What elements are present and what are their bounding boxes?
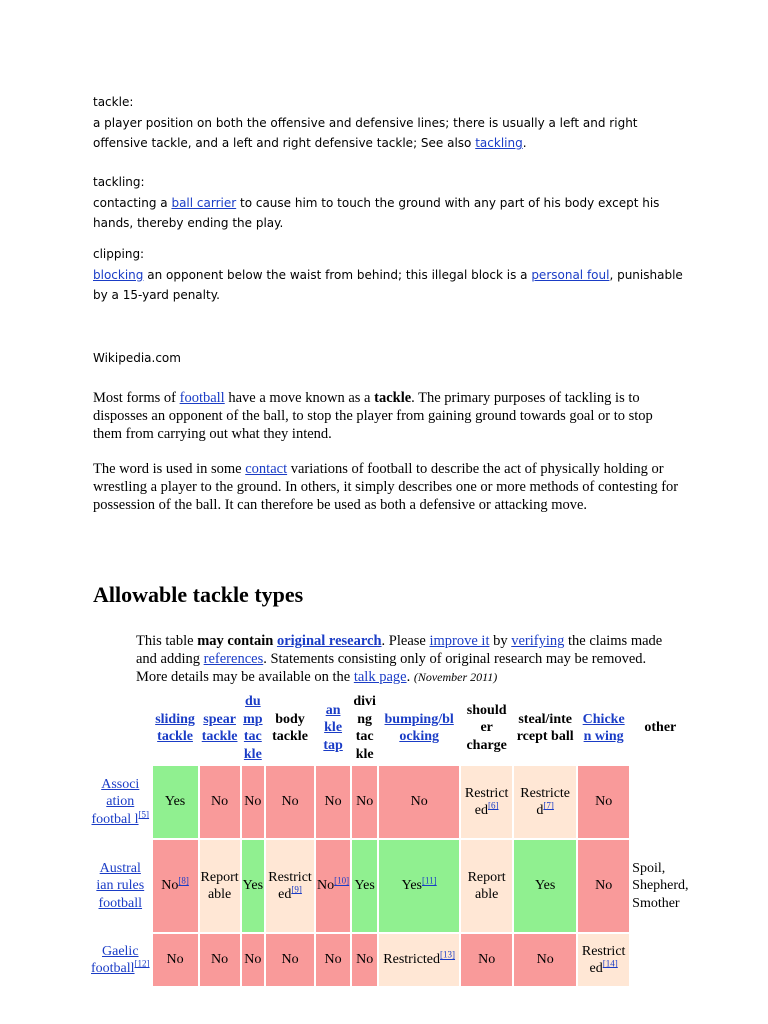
header-bumping-blocking[interactable]: bumping/bl ocking [384,711,454,744]
link-tackling[interactable]: tackling [475,136,523,150]
cell-value: No [244,952,262,968]
other-cell: Spoil, Shepherd, Smother [632,860,689,911]
definition-tackle: a player position on both the offensive and defensive lines; there is usually a left and right offensive tackle, and a left and right defensive tackle; See also tackling. [93,115,638,150]
table-cell [153,766,198,838]
cell-value: No [244,794,262,810]
table-row [90,934,690,986]
tackle-types-table [88,690,692,988]
term-tackle: tackle: [93,95,134,109]
citation-ref[interactable]: [7] [543,800,554,811]
cell-value: No [595,878,613,894]
header-spear-tackle[interactable]: spear tackle [201,711,238,744]
cell-value: No [211,794,229,810]
header-corner [90,692,151,764]
table-cell [316,840,350,932]
table-cell [266,766,314,838]
cell-value: Restrict ed [268,869,312,902]
header-steal-intercept: steal/inte rcept ball [516,711,574,744]
header-dump-tackle[interactable]: du mp tac kle [243,694,263,762]
citation-ref[interactable]: [8] [178,875,189,886]
table-cell [379,840,459,932]
cell-value: No [324,952,342,968]
link-improve-it[interactable]: improve it [429,633,490,649]
citation-ref[interactable]: [10] [334,875,350,886]
header-chicken-wing[interactable]: Chicke n wing [582,711,625,744]
table-cell [200,934,240,986]
cell-value: No [410,794,428,810]
table-row [90,766,690,838]
cell-value: Restricted [383,952,441,968]
definition-tackling: contacting a ball carrier to cause him to touch the ground with any part of his body except his hands, thereby ending the play. [93,195,660,230]
link-original-research[interactable]: original research [276,633,382,649]
sport-link[interactable]: Austral ian rules football [96,860,145,911]
cell-value: Restrict ed [464,785,509,818]
cell-value: No [324,794,342,810]
row-header-sport[interactable] [90,766,151,838]
table-cell [242,766,264,838]
link-verifying[interactable]: verifying [511,633,565,649]
table-body [90,766,690,986]
table-cell [316,766,350,838]
link-talk-page[interactable]: talk page [353,669,407,685]
glossary-tackling [93,172,693,234]
header-body-tackle: body tackle [272,711,308,744]
header-shoulder-charge: should er charge [466,702,507,753]
section-heading: Allowable tackle types [93,582,304,607]
table-cell [514,840,576,932]
original-research-notice: This table may contain original research. Please improve it by verifying the claims made and adding references. Statements consisting only of original research may be removed. More details may be available on the talk page. (November 2011) [136,633,663,685]
table-cell [242,934,264,986]
term-clipping: clipping: [93,247,145,261]
table-cell [153,840,198,932]
link-ball-carrier[interactable]: ball carrier [171,195,237,210]
cell-value: Report able [200,869,239,902]
glossary-tackle [93,92,693,154]
header-other: other [644,720,677,736]
cell-value: Yes [242,878,264,894]
other-cell [631,934,689,986]
citation-ref[interactable]: [13] [440,949,456,960]
source-label: Wikipedia.com [93,351,181,365]
table-cell [266,840,314,932]
sport-link[interactable]: Gaelic football [91,943,139,976]
table-cell [578,840,629,932]
table-cell [200,766,240,838]
table-cell [379,934,459,986]
table-cell [153,934,198,986]
citation-ref[interactable]: [6] [488,800,499,811]
table-row [90,840,690,932]
definition-clipping: blocking an opponent below the waist from behind; this illegal block is a personal foul, punishable by a 15-yard penalty. [93,267,683,302]
table-cell [578,766,629,838]
table-cell [242,840,264,932]
cell-value: Report able [467,869,506,902]
notice-date: (November 2011) [413,670,498,684]
cell-value: Restricte d [520,785,571,818]
citation-ref[interactable]: [5] [138,809,150,820]
link-references[interactable]: references [203,651,264,667]
cell-value: No [317,878,335,894]
table-cell [352,840,377,932]
citation-ref[interactable]: [11] [422,875,437,886]
table-cell [316,934,350,986]
cell-value: No [356,794,374,810]
cell-value: No [281,952,299,968]
link-personal-foul[interactable]: personal foul [531,267,610,282]
header-diving-tackle: divi ng tac kle [353,694,376,762]
table-cell [200,840,240,932]
cell-value: Yes [164,794,186,810]
cell-value: No [161,878,179,894]
cell-value: Restrict ed [581,943,626,976]
cell-value: No [478,952,496,968]
sport-link[interactable]: Associ ation footbal l [91,776,140,827]
table-header-row [90,692,690,764]
table-cell [352,766,377,838]
cell-value: No [536,952,554,968]
cell-value: Yes [534,878,556,894]
term-tackling: tackling: [93,175,145,189]
link-contact[interactable]: contact [245,461,288,477]
header-sliding-tackle[interactable]: sliding tackle [155,711,195,744]
header-ankle-tap[interactable]: an kle tap [323,702,343,753]
table-cell [578,934,629,986]
table-cell [266,934,314,986]
citation-ref[interactable]: [12] [134,958,150,969]
cell-value: No [211,952,229,968]
row-header-sport[interactable] [90,934,151,986]
table-cell [352,934,377,986]
article-paragraph-2: The word is used in some contact variations of football to describe the act of physically holding or wrestling a player to the ground. In others, it simply describes one or more methods of contesting for possession of the ball. It can therefore be used as both a defensive or attacking move. [93,461,679,513]
citation-ref[interactable]: [9] [291,884,302,895]
cell-value: Yes [354,878,375,894]
table-cell [461,840,512,932]
citation-ref[interactable]: [14] [602,958,618,969]
table-cell [461,934,512,986]
table-cell [514,766,576,838]
article-paragraph-1: Most forms of football have a move known as a tackle. The primary purposes of tackling is to disposses an opponent of the ball, to stop the player from gaining ground towards goal or to stop them from carrying out what they intend. [93,390,653,442]
glossary-clipping [93,244,693,306]
table-cell [379,766,459,838]
cell-value: No [595,794,613,810]
link-football[interactable]: football [179,390,225,406]
row-header-sport[interactable] [90,840,151,932]
table-cell [514,934,576,986]
table-cell [461,766,512,838]
cell-value: No [166,952,184,968]
cell-value: Yes [401,878,422,894]
link-blocking[interactable]: blocking [93,267,144,282]
cell-value: No [281,794,299,810]
other-cell [631,766,689,838]
cell-value: No [356,952,374,968]
